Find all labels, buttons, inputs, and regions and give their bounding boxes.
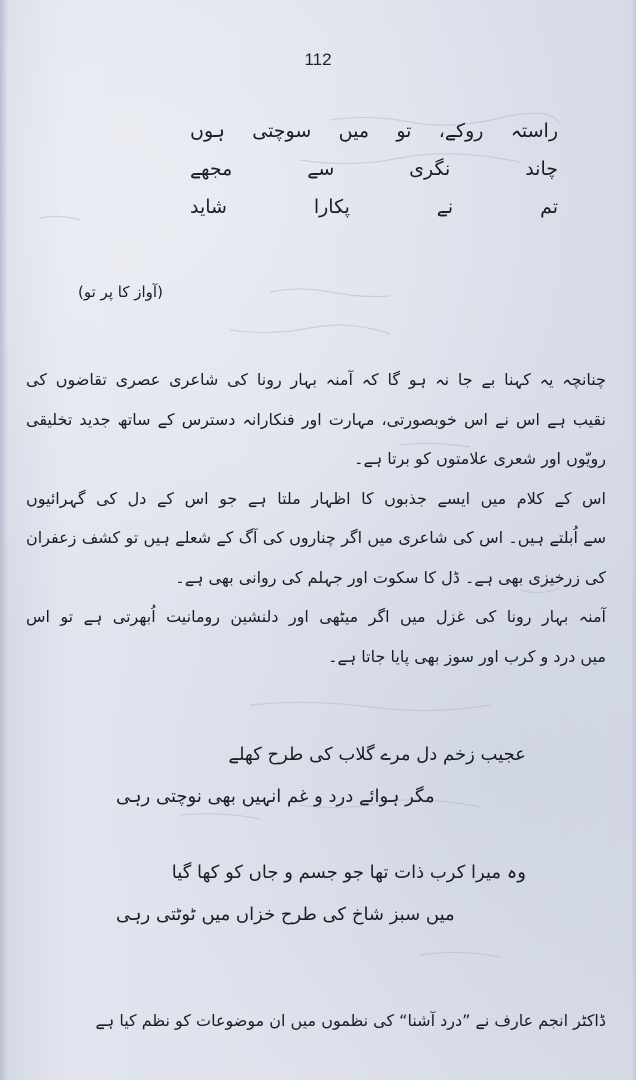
prose-line: رویّوں اور شعری علامتوں کو برتا ہے۔ bbox=[354, 449, 606, 468]
ghazal-couplets bbox=[116, 734, 526, 936]
prose-line: میں درد و کرب اور سوز بھی پایا جاتا ہے۔ bbox=[328, 646, 606, 666]
prose-line: نقیب ہے اس نے اس خوبصورتی، مہارت اور فنکارانہ دسترس کے ساتھ جدید تخلیقی bbox=[26, 409, 606, 429]
prose-line: سے اُبلتے ہیں۔ اس کی شاعری میں اگر چناروں کی آگ کے شعلے ہیں تو کشف زعفران bbox=[26, 528, 606, 547]
paragraph bbox=[26, 597, 606, 676]
couplet-first-line: وہ میرا کرب ذات تھا جو جسم و جاں کو کھا گیا bbox=[171, 862, 526, 883]
prose-line: اس کے کلام میں ایسے جذبوں کا اظہار ملتا ہے جو اس کے دل کی گہرائیوں bbox=[26, 488, 606, 508]
closing-line: ڈاکٹر انجم عارف نے ”درد آشنا“ کی نظموں میں ان موضوعات کو نظم کیا ہے bbox=[95, 1011, 606, 1030]
couplet-second-line: میں سبز شاخ کی طرح خزاں میں ٹوٹتی رہی bbox=[116, 904, 455, 925]
poem-line: تم نے پکارا شاید bbox=[190, 196, 558, 218]
poem-stanza bbox=[190, 112, 558, 226]
page-right-edge bbox=[631, 0, 636, 1080]
page-number: 112 bbox=[304, 50, 332, 69]
poem-line: راستہ روکے، تو میں سوچتی ہوں bbox=[190, 120, 558, 142]
paragraph bbox=[26, 479, 606, 598]
couplet-first-line: عجیب زخم دل مرے گلاب کی طرح کھلے bbox=[228, 744, 526, 765]
paragraph bbox=[26, 360, 606, 479]
prose-line: چنانچہ یہ کہنا بے جا نہ ہو گا کہ آمنہ بہار رونا کی شاعری عصری تقاضوں کی bbox=[26, 370, 606, 389]
poem-source-credit: (آواز کا پر تو) bbox=[78, 283, 163, 301]
page-left-edge bbox=[0, 0, 8, 1080]
couplet-spacer bbox=[116, 818, 526, 852]
poem-line: چاند نگری سے مجھے bbox=[190, 158, 558, 180]
prose-line: آمنہ بہار رونا کی غزل میں اگر میٹھی اور دلنشین رومانیت اُبھرتی ہے تو اس bbox=[26, 607, 606, 626]
couplet-second-line: مگر ہوائے درد و غم انہیں بھی نوچتی رہی bbox=[116, 786, 435, 807]
prose-line: کی زرخیزی بھی ہے۔ ڈل کا سکوت اور جہلم کی روانی بھی ہے۔ bbox=[175, 567, 606, 587]
prose-body bbox=[26, 360, 606, 676]
